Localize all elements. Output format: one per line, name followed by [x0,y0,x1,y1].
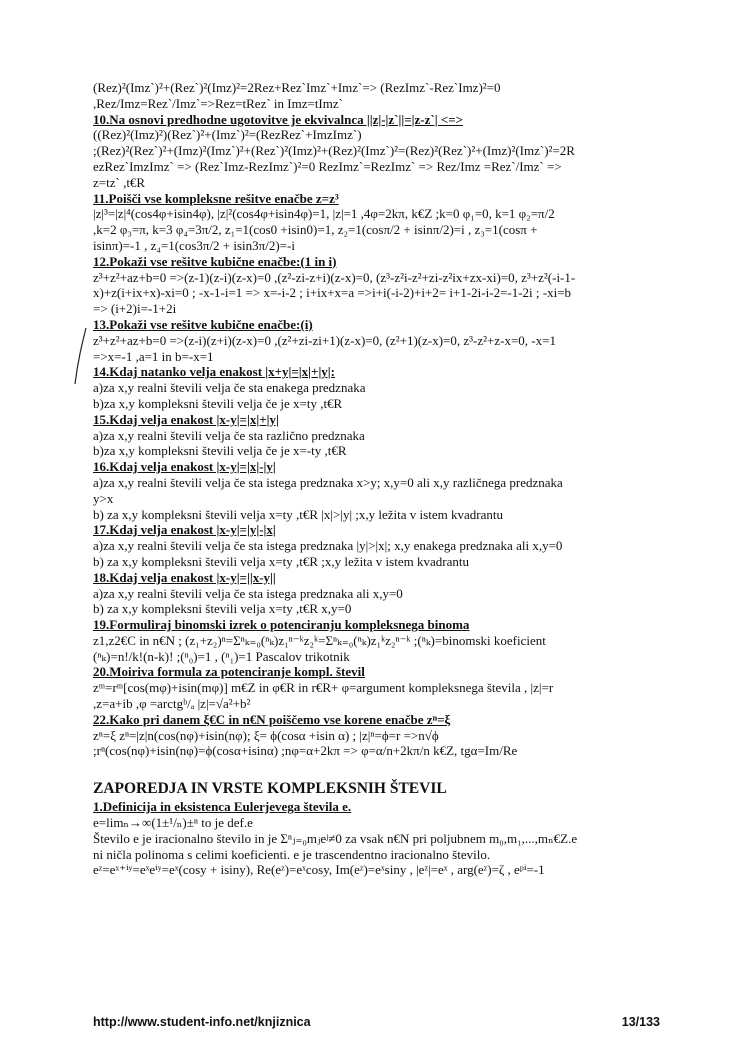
question-heading: 18.Kdaj velja enakost |x-y|=||x-y|| [93,569,276,585]
text-line: z1,z2€C in n€N ; (z₁+z₂)ⁿ=Σⁿₖ₌₀(ⁿₖ)z₁ⁿ⁻ᵏz₂ᵏ=Σⁿₖ₌₀(ⁿₖ)z₁ᵏz₂ⁿ⁻ᵏ ;(ⁿₖ)=binomski koeficient [93,632,546,648]
text-block-sequences [93,799,713,878]
text-line: =>x=-1 ,a=1 in b=-x=1 [93,348,214,364]
text-line: z=tz` ,t€R [93,174,146,190]
question-heading: 15.Kdaj velja enakost |x-y|=|x|+|y| [93,411,279,427]
text-line: zᵐ=rᵐ[cos(mφ)+isin(mφ)] m€Z in φ€R in r€R+ φ=argument kompleksnega števila , |z|=r [93,680,554,696]
text-line: z³+z²+az+b=0 =>(z-i)(z+i)(z-x)=0 ,(z²+zi-zi+1)(z-x)=0, (z²+1)(z-x)=0, z³-z²+z-x=0, -x=1 [93,332,556,348]
text-line: b) za x,y kompleksni števili velja x=ty ,t€R ;x,y ležita v istem kvadrantu [93,553,469,569]
text-line: ;rⁿ(cos(nφ)+isin(nφ)=ϕ(cosα+isinα) ;nφ=α+2kπ => φ=α/n+2kπ/n k€Z, tgα=Im/Re [93,743,518,759]
text-line: ni ničla polinoma s celimi koeficienti. e je trascendentno iracionalno število. [93,846,491,862]
question-heading: 19.Formuliraj binomski izrek o potenciranju kompleksnega binoma [93,617,470,633]
text-line: b) za x,y kompleksni števili velja x=ty ,t€R |x|>|y| ;x,y ležita v istem kvadrantu [93,506,503,522]
text-line: eᶻ=eˣ⁺ⁱʸ=eˣeⁱʸ=eˣ(cosy + isiny), Re(eᶻ)=eˣcosy, Im(eᶻ)=eˣsiny , |eᶻ|=eˣ , arg(eᶻ)=ζ , eᵖⁱ=-1 [93,862,545,878]
section-title: ZAPOREDJA IN VRSTE KOMPLEKSNIH ŠTEVIL [93,780,447,798]
text-line: ,z=a+ib ,φ =arctgᵇ/ₐ |z|=√a²+b² [93,696,251,712]
text-line: isinπ)=-1 , z₄=1(cos3π/2 + isin3π/2)=-i [93,237,295,253]
main-text [93,80,713,878]
text-line: z³+z²+az+b=0 =>(z-1)(z-i)(z-x)=0 ,(z²-zi-z+i)(z-x)=0, (z³-z²i-z²+zi-z²ix+zx-xi)=0, z³+z²(-i-1- [93,269,576,285]
question-heading: 10.Na osnovi predhodne ugotovitve je ekvivalnca ||z|-|z`||=|z-z`| <=> [93,111,464,127]
question-heading: 16.Kdaj velja enakost |x-y|=|x|-|y| [93,459,276,475]
question-heading: 12.Pokaži vse rešitve kubične enačbe:(1 in i) [93,253,337,269]
page-number: 13/133 [621,1015,660,1029]
text-line: ;(Rez)²(Rez`)²+(Imz)²(Imz`)²+(Rez`)²(Imz)²+(Rez)²(Imz`)²=(Rez)²(Rez`)²+(Imz)²(Imz`)²=2R [93,143,575,159]
question-heading: 14.Kdaj natanko velja enakost |x+y|=|x|+|y|: [93,364,335,380]
text-line: a)za x,y realni števili velja če sta istega predznaka x>y; x,y=0 ali x,y različnega predznaka [93,474,563,490]
text-line: => (i+2)i=-1+2i [93,301,177,317]
text-line: x)+z(i+ix+x)-xi=0 ; -x-1-i=1 => x=-i-2 ; i+ix+x=a =>i+i(-i-2)+i+2= i+1-2i-i-2=-1-2i ; -xi=b [93,285,572,301]
text-line: ezRez`ImzImz` => (Rez`Imz-RezImz`)²=0 RezImz`=RezImz` => Rez/Imz =Rez`/Imz` => [93,158,562,174]
text-line: (ⁿₖ)=n!/k!(n-k)! ;(ⁿ₀)=1 , (ⁿ₁)=1 Pascalov trikotnik [93,648,350,664]
question-heading: 17.Kdaj velja enakost |x-y|=|y|-|x| [93,522,276,538]
text-line: y>x [93,490,114,506]
question-heading: 20.Moiriva formula za potenciranje kompl. števil [93,664,365,680]
question-heading: 1.Definicija in eksistenca Eulerjevega števila e. [93,799,352,815]
text-line: ,Rez/Imz=Rez`/Imz`=>Rez=tRez` in Imz=tImz` [93,95,343,111]
question-heading: 11.Poišči vse kompleksne rešitve enačbe z=z³ [93,190,339,206]
text-line: |z|³=|z|⁴(cos4φ+isin4φ), |z|²(cos4φ+isin4φ)=1, |z|=1 ,4φ=2kπ, k€Z ;k=0 φ₁=0, k=1 φ₂=π/2 [93,206,555,222]
handwritten-margin-mark [72,326,90,386]
text-line: e=limₙ→∞(1±¹/ₙ)±ⁿ to je def.e [93,815,253,831]
question-heading: 13.Pokaži vse rešitve kubične enačbe:(i) [93,316,313,332]
text-block-complex-numbers [93,80,713,759]
text-line: Število e je iracionalno število in je Σⁿⱼ₌₀mⱼeʲ≠0 za vsak n€N pri poljubnem m₀,m₁,...,mₙ€Z.e [93,830,578,846]
text-line: a)za x,y realni števili velja če sta istega predznaka ali x,y=0 [93,585,403,601]
text-line: a)za x,y realni števili velja če sta različno predznaka [93,427,365,443]
text-line: ,k=2 φ₃=π, k=3 φ₄=3π/2, z₁=1(cos0 +isin0)=1, z₂=1(cosπ/2 + isinπ/2)=i , z₃=1(cosπ + [93,222,538,238]
text-line: b)za x,y kompleksni števili velja če je x=-ty ,t€R [93,443,347,459]
footer-url[interactable]: http://www.student-info.net/knjiznica [93,1015,311,1029]
text-line: (Rez)²(Imz`)²+(Rez`)²(Imz)²=2Rez+Rez`Imz`+Imz`=> (RezImz`-Rez`Imz)²=0 [93,80,501,95]
text-line: zⁿ=ξ zⁿ=|z|n(cos(nφ)+isin(nφ); ξ= ϕ(cosα +isin α) ; |z|ⁿ=ϕ=r =>n√ϕ [93,727,439,743]
text-line: b)za x,y kompleksni števili velja če je x=ty ,t€R [93,395,343,411]
text-line: b) za x,y kompleksni števili velja x=ty ,t€R x,y=0 [93,601,352,617]
text-line: a)za x,y realni števili velja če sta enakega predznaka [93,380,366,396]
text-line: a)za x,y realni števili velja če sta istega predznaka |y|>|x|; x,y enakega predznaka ali x,y=0 [93,538,563,554]
text-line: ((Rez)²(Imz)²)(Rez`)²+(Imz`)²=(RezRez`+ImzImz`) [93,127,362,143]
question-heading: 22.Kako pri danem ξ€C in n€N poiščemo vse korene enačbe zⁿ=ξ [93,711,451,727]
